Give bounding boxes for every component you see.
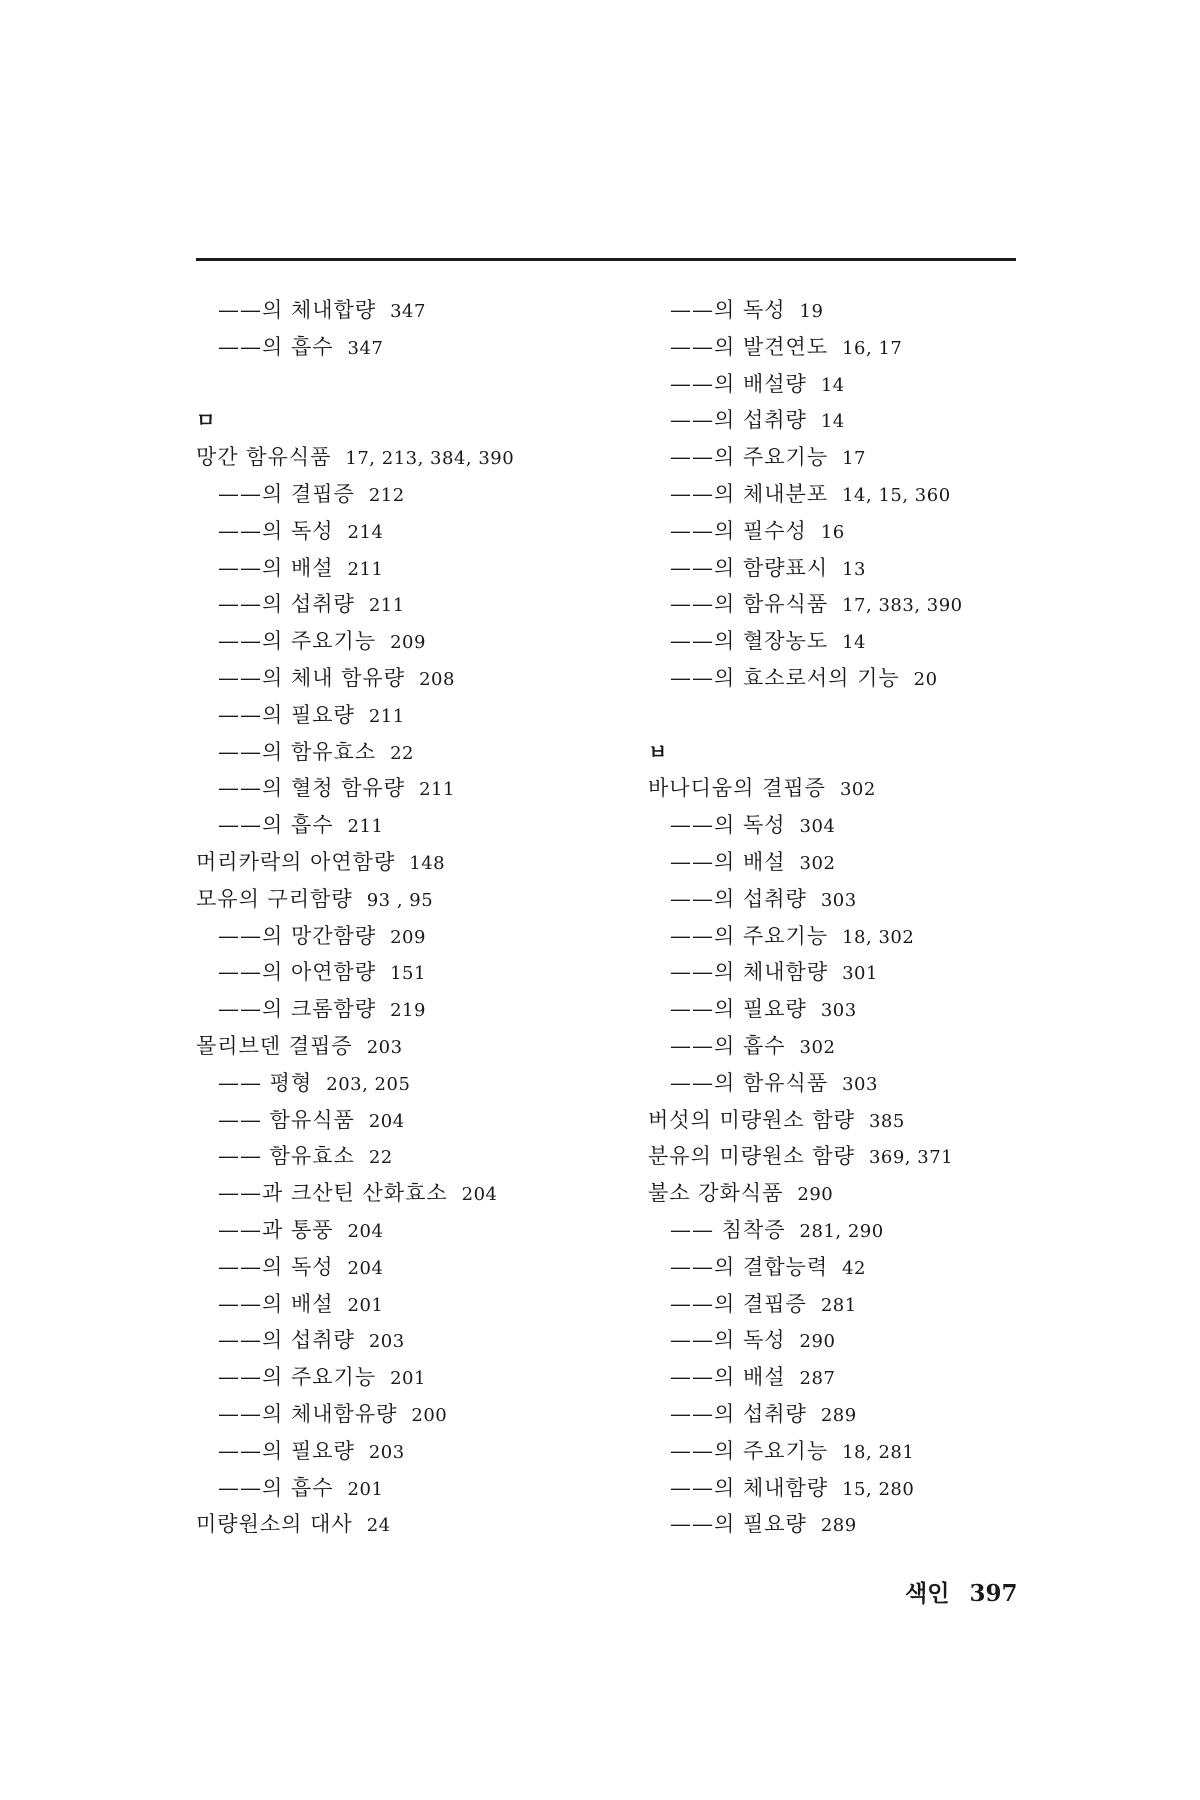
index-entry xyxy=(196,1506,626,1543)
index-entry xyxy=(196,439,626,476)
page-references: 14 xyxy=(820,411,845,433)
index-term: ——의 필요량 xyxy=(218,1438,355,1463)
page-references: 219 xyxy=(390,1000,426,1022)
page-references: 303 xyxy=(820,1000,857,1022)
index-entry xyxy=(196,954,626,991)
index-term: 머리카락의 아연함량 xyxy=(196,849,396,874)
page-references: 281 xyxy=(820,1294,857,1316)
page-references: 14 xyxy=(820,374,845,396)
page-references: 209 xyxy=(390,926,426,948)
index-term: ㅂ xyxy=(648,739,669,764)
index-entry xyxy=(648,550,1028,587)
index-entry xyxy=(648,476,1028,513)
page-references: 16 xyxy=(820,521,845,543)
page-references: 204 xyxy=(368,1110,405,1132)
index-term: ——의 주요기능 xyxy=(218,629,377,654)
page-references: 201 xyxy=(347,1478,384,1500)
page-references: 214 xyxy=(347,521,384,543)
index-term: ——의 결핍증 xyxy=(670,1291,807,1316)
index-entry xyxy=(648,623,1028,660)
index-term: ——의 필수성 xyxy=(670,518,807,543)
index-entry xyxy=(196,918,626,955)
index-term: ——과 크산틴 산화효소 xyxy=(218,1181,448,1206)
index-entry xyxy=(648,402,1028,439)
index-term: ——의 섭취량 xyxy=(218,592,355,617)
index-entry xyxy=(648,1396,1028,1433)
index-term: ——의 주요기능 xyxy=(670,445,829,470)
page-references: 203 xyxy=(368,1441,405,1463)
page-references: 303 xyxy=(820,889,857,911)
page-references: 289 xyxy=(820,1404,857,1426)
index-entry xyxy=(648,807,1028,844)
index-entry xyxy=(196,550,626,587)
index-term: ——의 함유식품 xyxy=(670,1070,829,1095)
index-entry xyxy=(196,1028,626,1065)
index-entry xyxy=(196,807,626,844)
index-term: ——의 배설 xyxy=(218,1291,334,1316)
index-entry xyxy=(648,1506,1028,1543)
index-term: ——의 함유효소 xyxy=(218,739,377,764)
page-references: 203, 205 xyxy=(326,1073,411,1095)
page-references: 93 , 95 xyxy=(366,889,434,911)
index-term: ——의 아연함량 xyxy=(218,960,377,985)
page-references: 14 xyxy=(842,632,867,654)
index-entry xyxy=(196,623,626,660)
page-references: 201 xyxy=(347,1294,384,1316)
index-entry xyxy=(196,1175,626,1212)
index-term: ——의 섭취량 xyxy=(218,1328,355,1353)
page-references: 22 xyxy=(368,1147,393,1169)
index-term: ——의 필요량 xyxy=(670,997,807,1022)
section-heading xyxy=(196,402,626,439)
page-references: 347 xyxy=(390,301,426,322)
index-entry xyxy=(196,991,626,1028)
index-entry xyxy=(196,292,626,329)
index-term: —— 함유식품 xyxy=(218,1107,355,1132)
index-term: —— 함유효소 xyxy=(218,1144,355,1169)
page-references: 385 xyxy=(868,1110,905,1132)
page-references: 211 xyxy=(368,705,405,727)
index-term: 분유의 미량원소 함량 xyxy=(648,1144,855,1169)
index-entry xyxy=(196,1138,626,1175)
index-entry xyxy=(648,770,1028,807)
index-column-right xyxy=(648,292,1028,1543)
index-entry xyxy=(648,292,1028,329)
index-entry xyxy=(648,1249,1028,1286)
index-entry xyxy=(648,881,1028,918)
index-entry xyxy=(196,734,626,771)
page-references: 302 xyxy=(839,779,876,801)
index-entry xyxy=(648,439,1028,476)
section-heading xyxy=(648,734,1028,771)
index-entry xyxy=(196,1470,626,1507)
index-term: ——의 체내분포 xyxy=(670,481,829,506)
index-entry xyxy=(648,1212,1028,1249)
page-references: 200 xyxy=(411,1404,448,1426)
index-term: ——의 주요기능 xyxy=(670,1438,829,1463)
index-entry xyxy=(648,366,1028,403)
page-references: 203 xyxy=(366,1036,403,1058)
index-entry xyxy=(196,476,626,513)
index-entry xyxy=(648,954,1028,991)
index-entry xyxy=(648,513,1028,550)
index-term: ——의 함유식품 xyxy=(670,592,829,617)
index-term: ——의 결핍증 xyxy=(218,481,355,506)
index-entry xyxy=(648,918,1028,955)
page-references: 302 xyxy=(799,852,836,874)
index-entry xyxy=(196,844,626,881)
index-term: ——의 흡수 xyxy=(218,813,334,838)
index-term: ——의 혈장농도 xyxy=(670,629,829,654)
page-references: 24 xyxy=(366,1515,391,1537)
page-references: 204 xyxy=(461,1184,498,1206)
index-entry xyxy=(648,586,1028,623)
index-entry xyxy=(196,1433,626,1470)
index-term: ——의 함량표시 xyxy=(670,555,829,580)
spacer xyxy=(196,366,626,403)
index-entry xyxy=(196,329,626,366)
page-references: 211 xyxy=(347,558,384,580)
index-term: ——의 흡수 xyxy=(218,334,334,359)
page-references: 301 xyxy=(842,963,878,985)
index-term: ——의 독성 xyxy=(670,298,786,322)
page-references: 14, 15, 360 xyxy=(842,484,951,506)
page-references: 211 xyxy=(368,595,405,617)
index-term: ——의 주요기능 xyxy=(670,923,829,948)
index-entry xyxy=(648,1028,1028,1065)
spacer xyxy=(648,697,1028,734)
index-term: ——의 필요량 xyxy=(218,702,355,727)
index-term: ——의 체내함량 xyxy=(670,1475,829,1500)
page-references: 18, 281 xyxy=(842,1441,915,1463)
page-references: 304 xyxy=(799,816,836,838)
index-entry xyxy=(648,1470,1028,1507)
page-references: 347 xyxy=(347,337,384,359)
page-references: 289 xyxy=(820,1515,857,1537)
index-term: 버섯의 미량원소 함량 xyxy=(648,1107,855,1132)
index-term: ——의 독성 xyxy=(218,518,334,543)
page-references: 42 xyxy=(842,1257,867,1279)
index-term: ——의 체내함유량 xyxy=(218,1401,398,1426)
page-references: 204 xyxy=(347,1257,384,1279)
page-references: 148 xyxy=(409,852,446,874)
page-references: 204 xyxy=(347,1220,384,1242)
index-term: ——의 발견연도 xyxy=(670,334,829,359)
page-references: 15, 280 xyxy=(842,1478,915,1500)
page-references: 22 xyxy=(390,742,415,764)
index-entry xyxy=(196,1212,626,1249)
index-term: ——의 망간함량 xyxy=(218,923,377,948)
page-references: 13 xyxy=(842,558,867,580)
index-term: ——의 배설량 xyxy=(670,371,807,396)
page-references: 302 xyxy=(799,1036,836,1058)
index-term: ——의 독성 xyxy=(218,1254,334,1279)
index-term: ——의 섭취량 xyxy=(670,886,807,911)
index-term: ——의 크롬함량 xyxy=(218,997,377,1022)
index-term: —— 침착증 xyxy=(670,1217,786,1242)
page-references: 20 xyxy=(913,668,938,690)
page-references: 209 xyxy=(390,632,426,654)
page-references: 201 xyxy=(390,1368,426,1390)
index-column-left xyxy=(196,292,626,1543)
header-rule xyxy=(196,258,1016,261)
page-references: 17 xyxy=(842,448,867,470)
index-term: ——의 독성 xyxy=(670,1328,786,1353)
page-references: 19 xyxy=(799,301,824,322)
page-references: 17, 213, 384, 390 xyxy=(345,448,515,470)
index-entry xyxy=(648,1065,1028,1102)
index-entry xyxy=(648,329,1028,366)
index-entry xyxy=(196,770,626,807)
page-references: 287 xyxy=(799,1368,836,1390)
index-entry xyxy=(196,513,626,550)
index-entry xyxy=(648,1286,1028,1323)
page-footer xyxy=(905,1575,1029,1608)
index-term: ——의 배설 xyxy=(670,849,786,874)
page-references: 17, 383, 390 xyxy=(842,595,963,617)
index-term: ——과 통풍 xyxy=(218,1217,334,1242)
section-label: 색인 xyxy=(905,1580,950,1607)
index-term: 모유의 구리함량 xyxy=(196,886,353,911)
index-entry xyxy=(648,660,1028,697)
index-term: ——의 흡수 xyxy=(218,1475,334,1500)
index-entry xyxy=(648,1359,1028,1396)
index-term: ——의 혈청 함유량 xyxy=(218,776,406,801)
index-term: 불소 강화식품 xyxy=(648,1181,784,1206)
index-term: ——의 주요기능 xyxy=(218,1365,377,1390)
index-entry xyxy=(648,1433,1028,1470)
index-entry xyxy=(648,1322,1028,1359)
index-entry xyxy=(196,1396,626,1433)
page-references: 151 xyxy=(390,963,426,985)
index-term: ——의 독성 xyxy=(670,813,786,838)
index-entry xyxy=(196,1249,626,1286)
page-references: 281, 290 xyxy=(799,1220,884,1242)
page-references: 290 xyxy=(797,1184,834,1206)
index-entry xyxy=(196,1102,626,1139)
page-references: 211 xyxy=(419,779,455,801)
index-term: ——의 흡수 xyxy=(670,1033,786,1058)
index-term: ——의 섭취량 xyxy=(670,1401,807,1426)
index-entry xyxy=(196,586,626,623)
page-references: 369, 371 xyxy=(868,1147,954,1169)
index-entry xyxy=(648,1102,1028,1139)
index-entry xyxy=(196,881,626,918)
index-term: ——의 배설 xyxy=(670,1365,786,1390)
index-term: ——의 효소로서의 기능 xyxy=(670,665,900,690)
index-term: 망간 함유식품 xyxy=(196,445,332,470)
index-term: ——의 체내 함유량 xyxy=(218,665,406,690)
page-references: 16, 17 xyxy=(842,337,903,359)
page-references: 208 xyxy=(419,668,455,690)
page-references: 303 xyxy=(842,1073,878,1095)
index-term: —— 평형 xyxy=(218,1070,313,1095)
index-entry xyxy=(196,1286,626,1323)
page-number: 397 xyxy=(969,1580,1018,1607)
index-term: ——의 체내합량 xyxy=(218,298,377,322)
index-entry xyxy=(196,1322,626,1359)
page-references: 212 xyxy=(368,484,405,506)
index-term: ——의 배설 xyxy=(218,555,334,580)
index-term: ——의 체내함량 xyxy=(670,960,829,985)
index-term: ——의 섭취량 xyxy=(670,408,807,433)
index-entry xyxy=(196,697,626,734)
index-entry xyxy=(648,1138,1028,1175)
index-term: ——의 필요량 xyxy=(670,1512,807,1537)
index-term: ㅁ xyxy=(196,408,217,433)
page-references: 203 xyxy=(368,1331,405,1353)
index-entry xyxy=(196,660,626,697)
index-term: ——의 결합능력 xyxy=(670,1254,829,1279)
index-entry xyxy=(196,1065,626,1102)
page-references: 290 xyxy=(799,1331,836,1353)
index-entry xyxy=(196,1359,626,1396)
page-references: 18, 302 xyxy=(842,926,915,948)
index-entry xyxy=(648,844,1028,881)
index-term: 바나디움의 결핍증 xyxy=(648,776,826,801)
index-term: 미량원소의 대사 xyxy=(196,1512,353,1537)
page-references: 211 xyxy=(347,816,384,838)
index-term: 몰리브덴 결핍증 xyxy=(196,1033,353,1058)
index-entry xyxy=(648,1175,1028,1212)
index-entry xyxy=(648,991,1028,1028)
